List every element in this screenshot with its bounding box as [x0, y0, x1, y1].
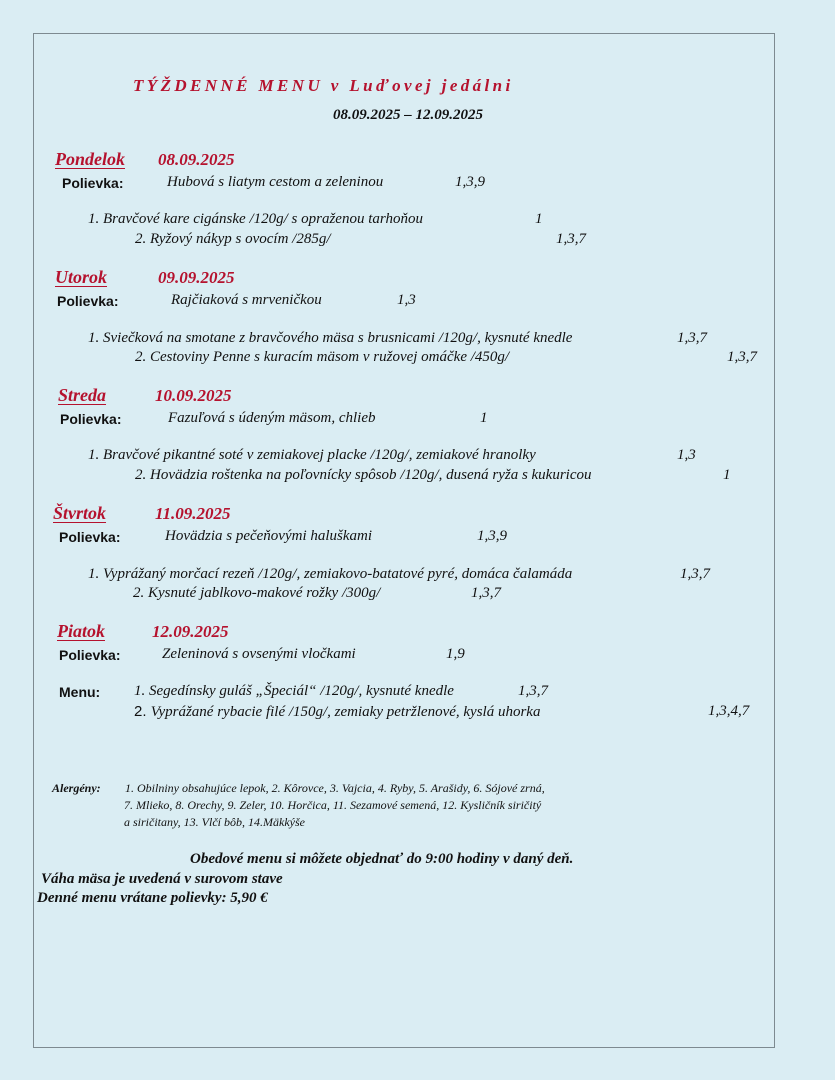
- day-name-monday: Pondelok: [55, 149, 125, 169]
- dish-allergens-wednesday-1: 1,3: [677, 447, 696, 463]
- soup-allergens-thursday: 1,3,9: [477, 528, 507, 544]
- soup-monday: Hubová s liatym cestom a zeleninou: [167, 174, 384, 190]
- menu-label-friday: Menu:: [59, 684, 101, 700]
- dish-tuesday-1: 1. Sviečková na smotane z bravčového mäsa s brusnicami /120g/, kysnuté knedle: [88, 330, 573, 346]
- dish-tuesday-2: 2. Cestoviny Penne s kuracím mäsom v ružovej omáčke /450g/: [135, 349, 510, 365]
- dish-wednesday-2: 2. Hovädzia roštenka na poľovnícky spôsob /120g/, dusená ryža s kukuricou: [135, 467, 592, 483]
- dish-monday-2: 2. Ryžový nákyp s ovocím /285g/: [135, 231, 331, 247]
- order-note: Obedové menu si môžete objednať do 9:00 hodiny v daný deň.: [190, 851, 574, 867]
- dish-thursday-1: 1. Vyprážaný morčací rezeň /120g/, zemiakovo-batatové pyré, domáca čalamáda: [88, 566, 573, 582]
- dish-friday-2-text: Vyprážané rybacie filé /150g/, zemiaky petržlenové, kyslá uhorka: [150, 704, 541, 720]
- day-date-monday: 08.09.2025: [158, 150, 235, 169]
- dish-friday-2: [134, 703, 540, 721]
- weight-note: Váha mäsa je uvedená v surovom stave: [41, 871, 283, 887]
- soup-friday: Zeleninová s ovsenými vločkami: [162, 646, 356, 662]
- dish-allergens-friday-2: 1,3,4,7: [708, 703, 750, 719]
- dish-wednesday-1: 1. Bravčové pikantné soté v zemiakovej placke /120g/, zemiakové hranolky: [88, 447, 536, 463]
- soup-allergens-monday: 1,3,9: [455, 174, 485, 190]
- soup-allergens-friday: 1,9: [446, 646, 465, 662]
- dish-allergens-wednesday-2: 1: [723, 467, 731, 483]
- dish-friday-2-number: 2.: [134, 703, 151, 720]
- soup-label-thursday: Polievka:: [59, 529, 121, 545]
- soup-tuesday: Rajčiaková s mrveničkou: [171, 292, 322, 308]
- price-note: Denné menu vrátane polievky: 5,90 €: [37, 890, 268, 906]
- soup-allergens-tuesday: 1,3: [397, 292, 416, 308]
- dish-allergens-monday-2: 1,3,7: [556, 231, 586, 247]
- day-name-friday: Piatok: [57, 621, 105, 641]
- allergens-line-1: 1. Obilniny obsahujúce lepok, 2. Kôrovce, 3. Vajcia, 4. Ryby, 5. Arašidy, 6. Sójové zrná,: [125, 781, 545, 795]
- soup-label-friday: Polievka:: [59, 647, 121, 663]
- dish-monday-1: 1. Bravčové kare cigánske /120g/ s opraženou tarhoňou: [88, 211, 423, 227]
- soup-thursday: Hovädzia s pečeňovými haluškami: [165, 528, 373, 544]
- soup-label-tuesday: Polievka:: [57, 293, 119, 309]
- day-date-wednesday: 10.09.2025: [155, 386, 232, 405]
- soup-label-wednesday: Polievka:: [60, 411, 122, 427]
- soup-wednesday: Fazuľová s údeným mäsom, chlieb: [168, 410, 376, 426]
- dish-allergens-thursday-1: 1,3,7: [680, 566, 710, 582]
- allergens-label: Alergény:: [52, 781, 101, 795]
- dish-friday-1: 1. Segedínsky guláš „Špeciál“ /120g/, kysnuté knedle: [134, 683, 454, 699]
- allergens-line-2: 7. Mlieko, 8. Orechy, 9. Zeler, 10. Horčica, 11. Sezamové semená, 12. Kysličník siričitý: [124, 798, 542, 812]
- day-name-wednesday: Streda: [58, 385, 107, 405]
- day-name-thursday: Štvrtok: [53, 503, 107, 523]
- dish-allergens-tuesday-2: 1,3,7: [727, 349, 757, 365]
- dish-allergens-friday-1: 1,3,7: [518, 683, 548, 699]
- allergens-line-3: a siričitany, 13. Vlčí bôb, 14.Mäkkýše: [124, 815, 305, 829]
- day-date-thursday: 11.09.2025: [155, 504, 231, 523]
- day-date-friday: 12.09.2025: [152, 622, 229, 641]
- day-date-tuesday: 09.09.2025: [158, 268, 235, 287]
- soup-label-monday: Polievka:: [62, 175, 124, 191]
- day-name-tuesday: Utorok: [55, 267, 108, 287]
- dish-allergens-monday-1: 1: [535, 211, 543, 227]
- dish-allergens-tuesday-1: 1,3,7: [677, 330, 707, 346]
- dish-thursday-2: 2. Kysnuté jablkovo-makové rožky /300g/: [133, 585, 381, 601]
- dish-allergens-thursday-2: 1,3,7: [471, 585, 501, 601]
- soup-allergens-wednesday: 1: [480, 410, 488, 426]
- menu-title: TÝŽDENNÉ MENU v Luďovej jedálni: [133, 76, 514, 95]
- date-range: 08.09.2025 – 12.09.2025: [333, 107, 483, 123]
